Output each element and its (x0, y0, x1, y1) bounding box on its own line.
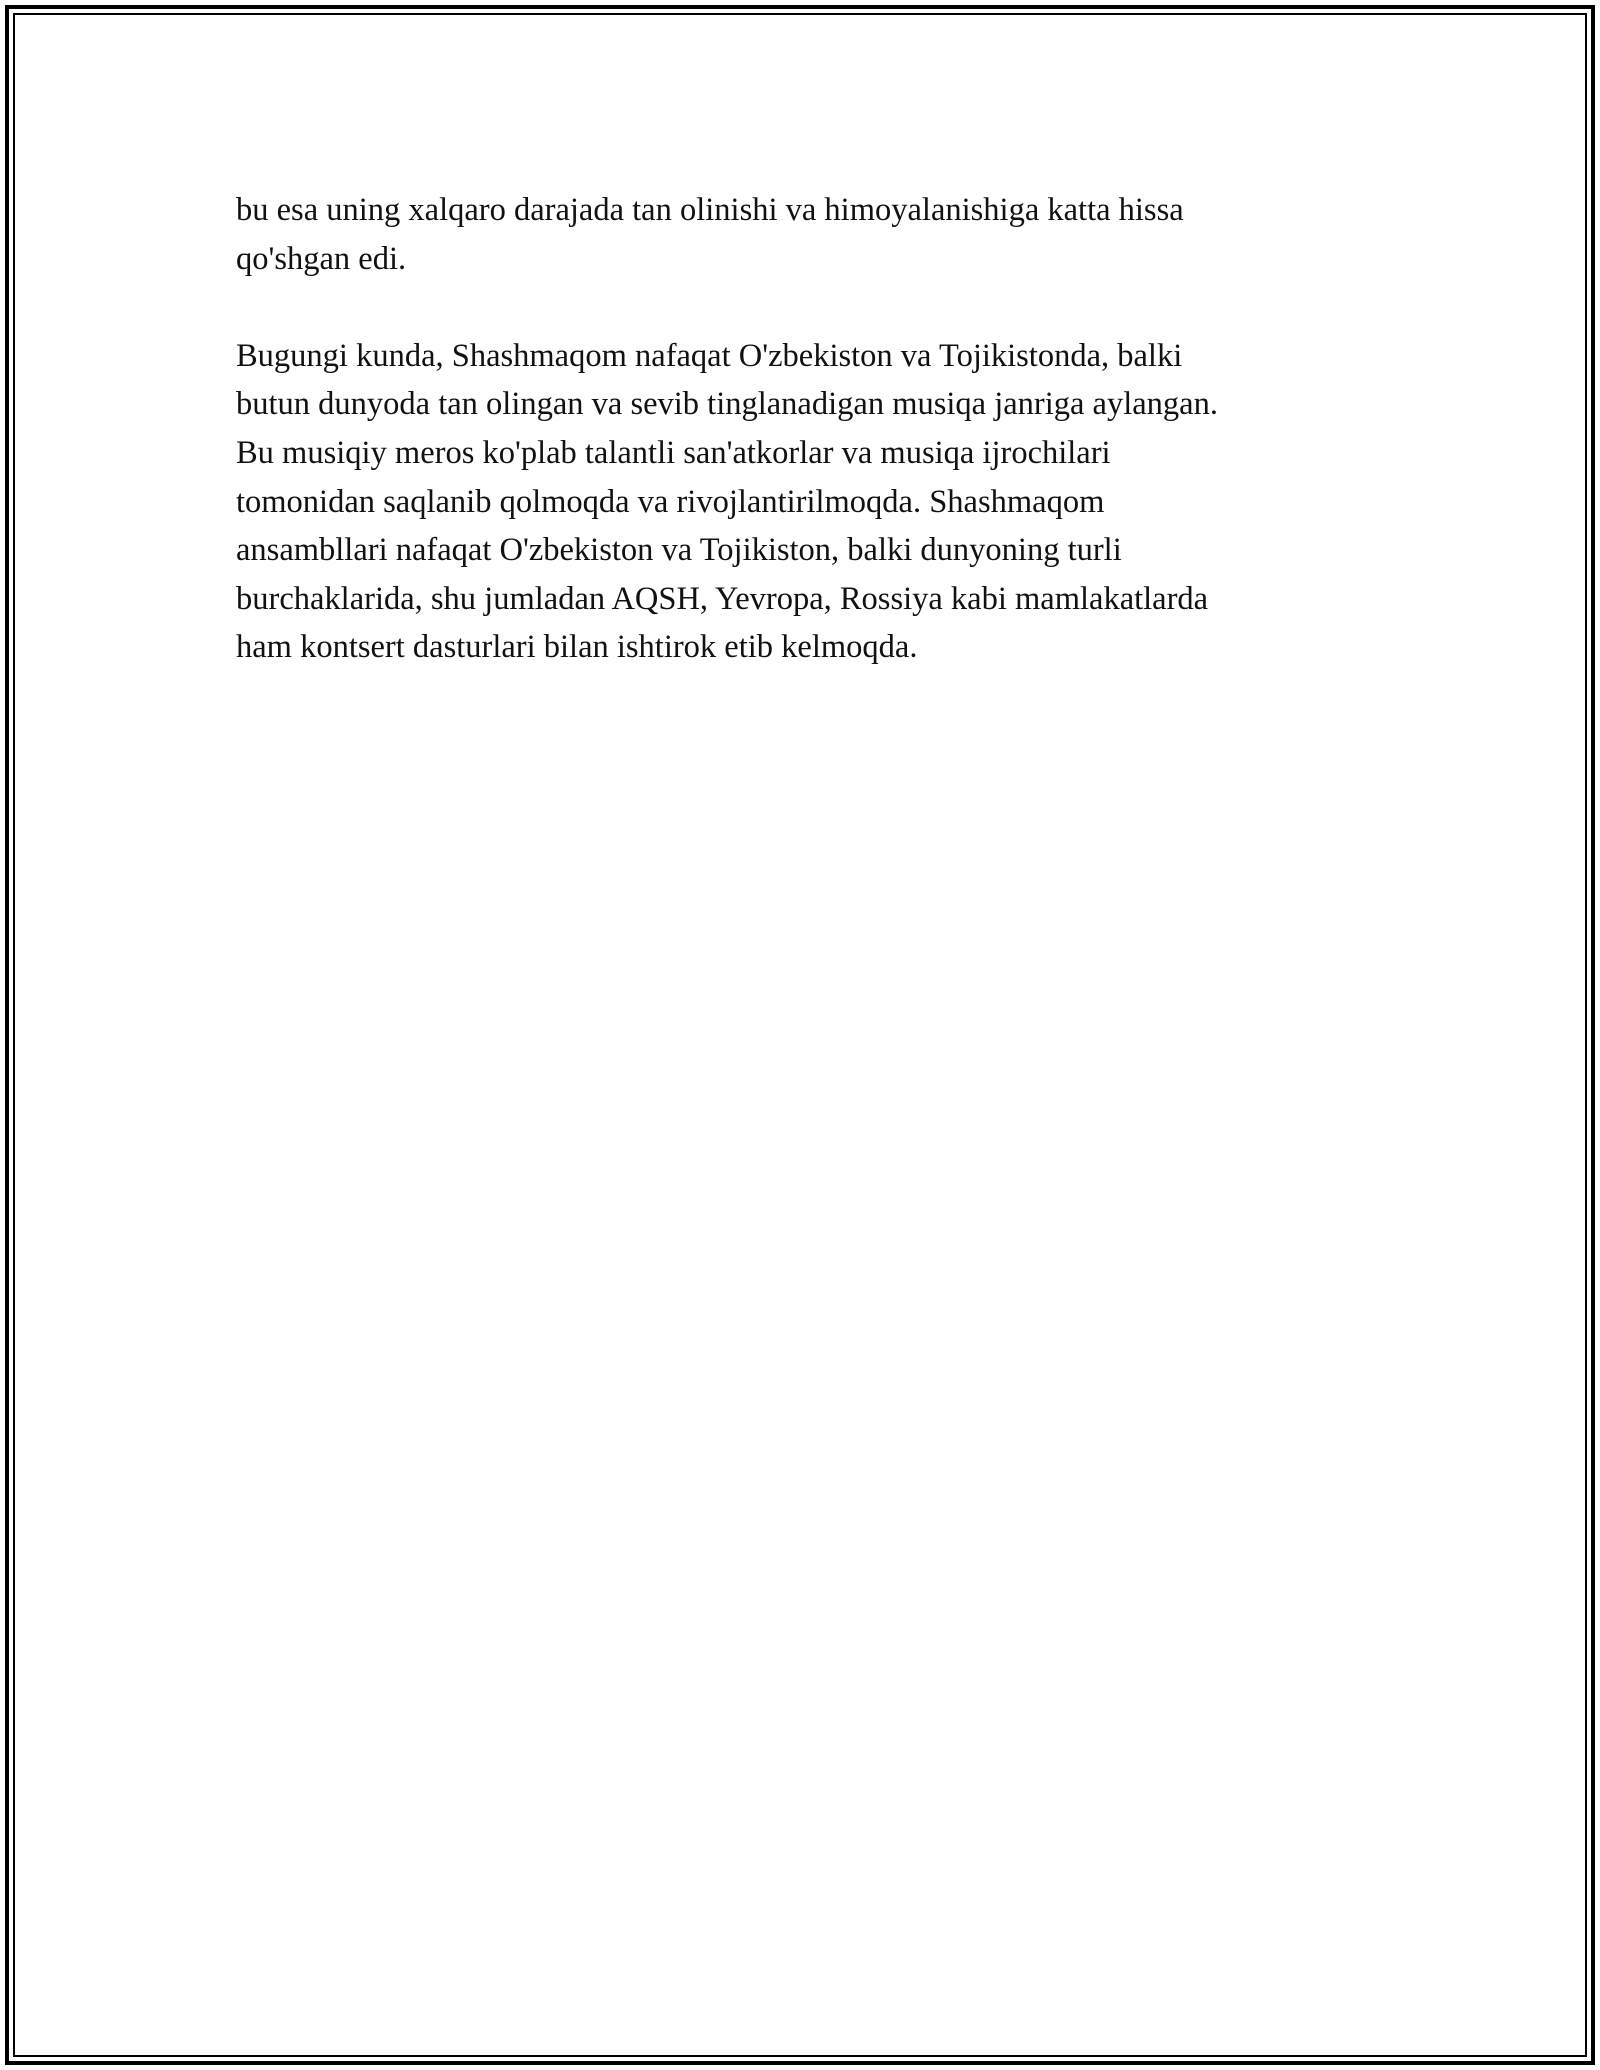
text-line: bu esa uning xalqaro darajada tan olinishi va himoyalanishiga katta hissa (236, 192, 1184, 228)
text-line: burchaklarida, shu jumladan AQSH, Yevropa, Rossiya kabi mamlakatlarda (236, 580, 1209, 617)
paragraph (236, 186, 1366, 283)
document-body (236, 186, 1366, 672)
text-line: tomonidan saqlanib qolmoqda va rivojlantirilmoqda. Shashmaqom (236, 483, 1105, 520)
paragraph-spacer (236, 283, 1366, 332)
text-line: butun dunyoda tan olingan va sevib tinglanadigan musiqa janriga aylangan. (236, 386, 1218, 423)
text-line: Bugungi kunda, Shashmaqom nafaqat O'zbekiston va Tojikistonda, balki (236, 337, 1183, 374)
paragraph (236, 332, 1366, 672)
text-line: ansambllari nafaqat O'zbekiston va Tojikiston, balki dunyoning turli (236, 532, 1122, 569)
text-line: Bu musiqiy meros ko'plab talantli san'atkorlar va musiqa ijrochilari (236, 434, 1111, 471)
text-line: qo'shgan edi. (236, 240, 407, 277)
text-line: ham kontsert dasturlari bilan ishtirok etib kelmoqda. (236, 629, 918, 666)
